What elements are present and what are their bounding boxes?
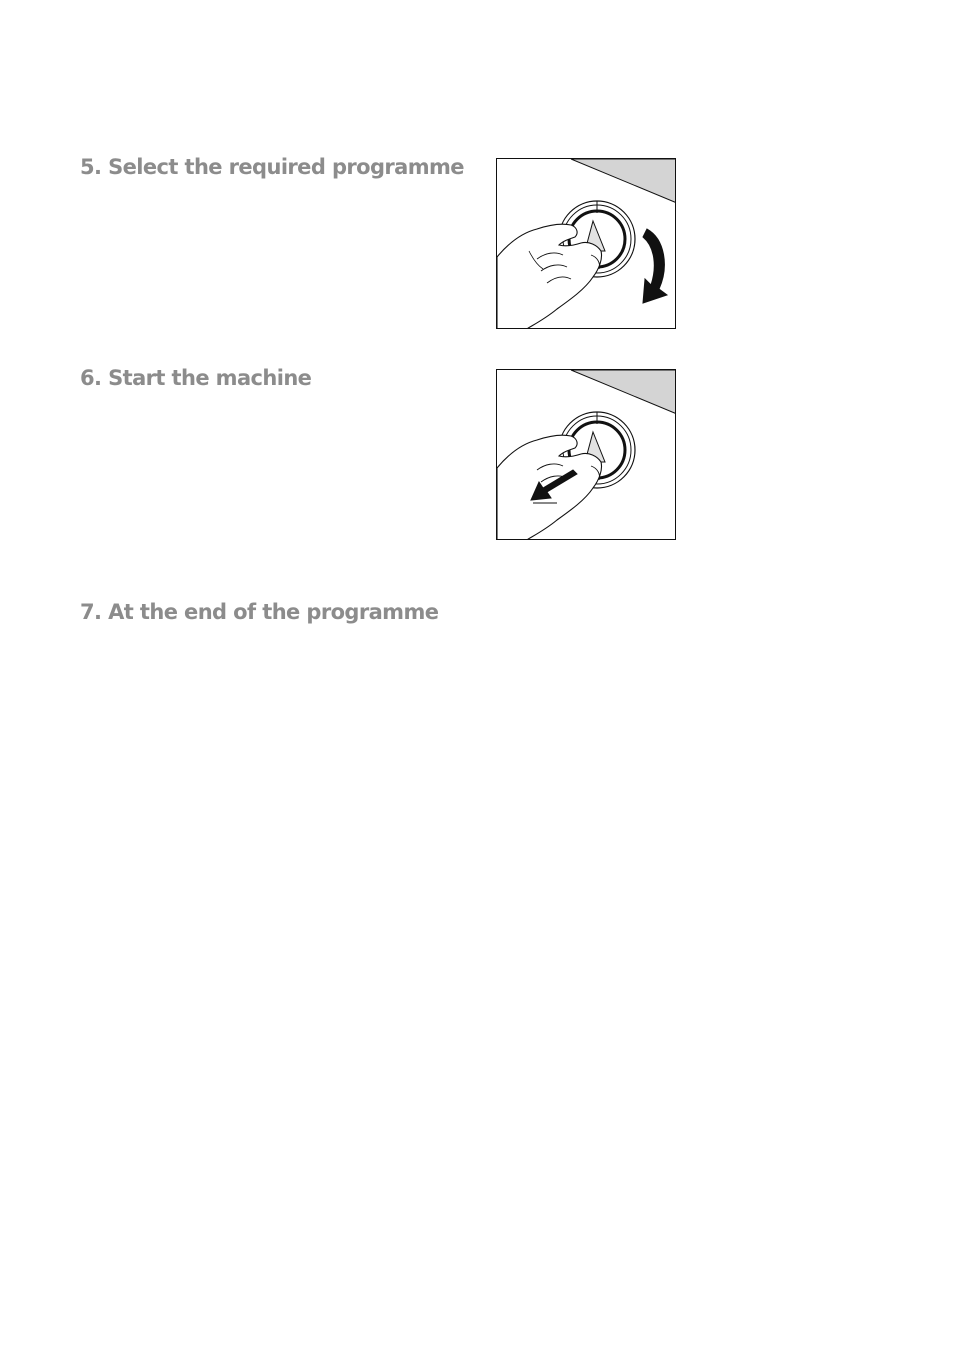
section-heading-end-of-programme: 7. At the end of the programme [80, 600, 439, 624]
hand-pulling-dial-icon [497, 370, 676, 540]
start-machine-illustration [496, 369, 676, 540]
clockwise-arrow-icon [643, 229, 667, 303]
panel-shade [571, 159, 676, 203]
hand-turning-dial-icon [497, 159, 676, 329]
section-heading-start-machine: 6. Start the machine [80, 366, 312, 390]
select-programme-illustration [496, 158, 676, 329]
panel-shade [571, 370, 676, 414]
section-heading-select-programme: 5. Select the required programme [80, 155, 464, 179]
